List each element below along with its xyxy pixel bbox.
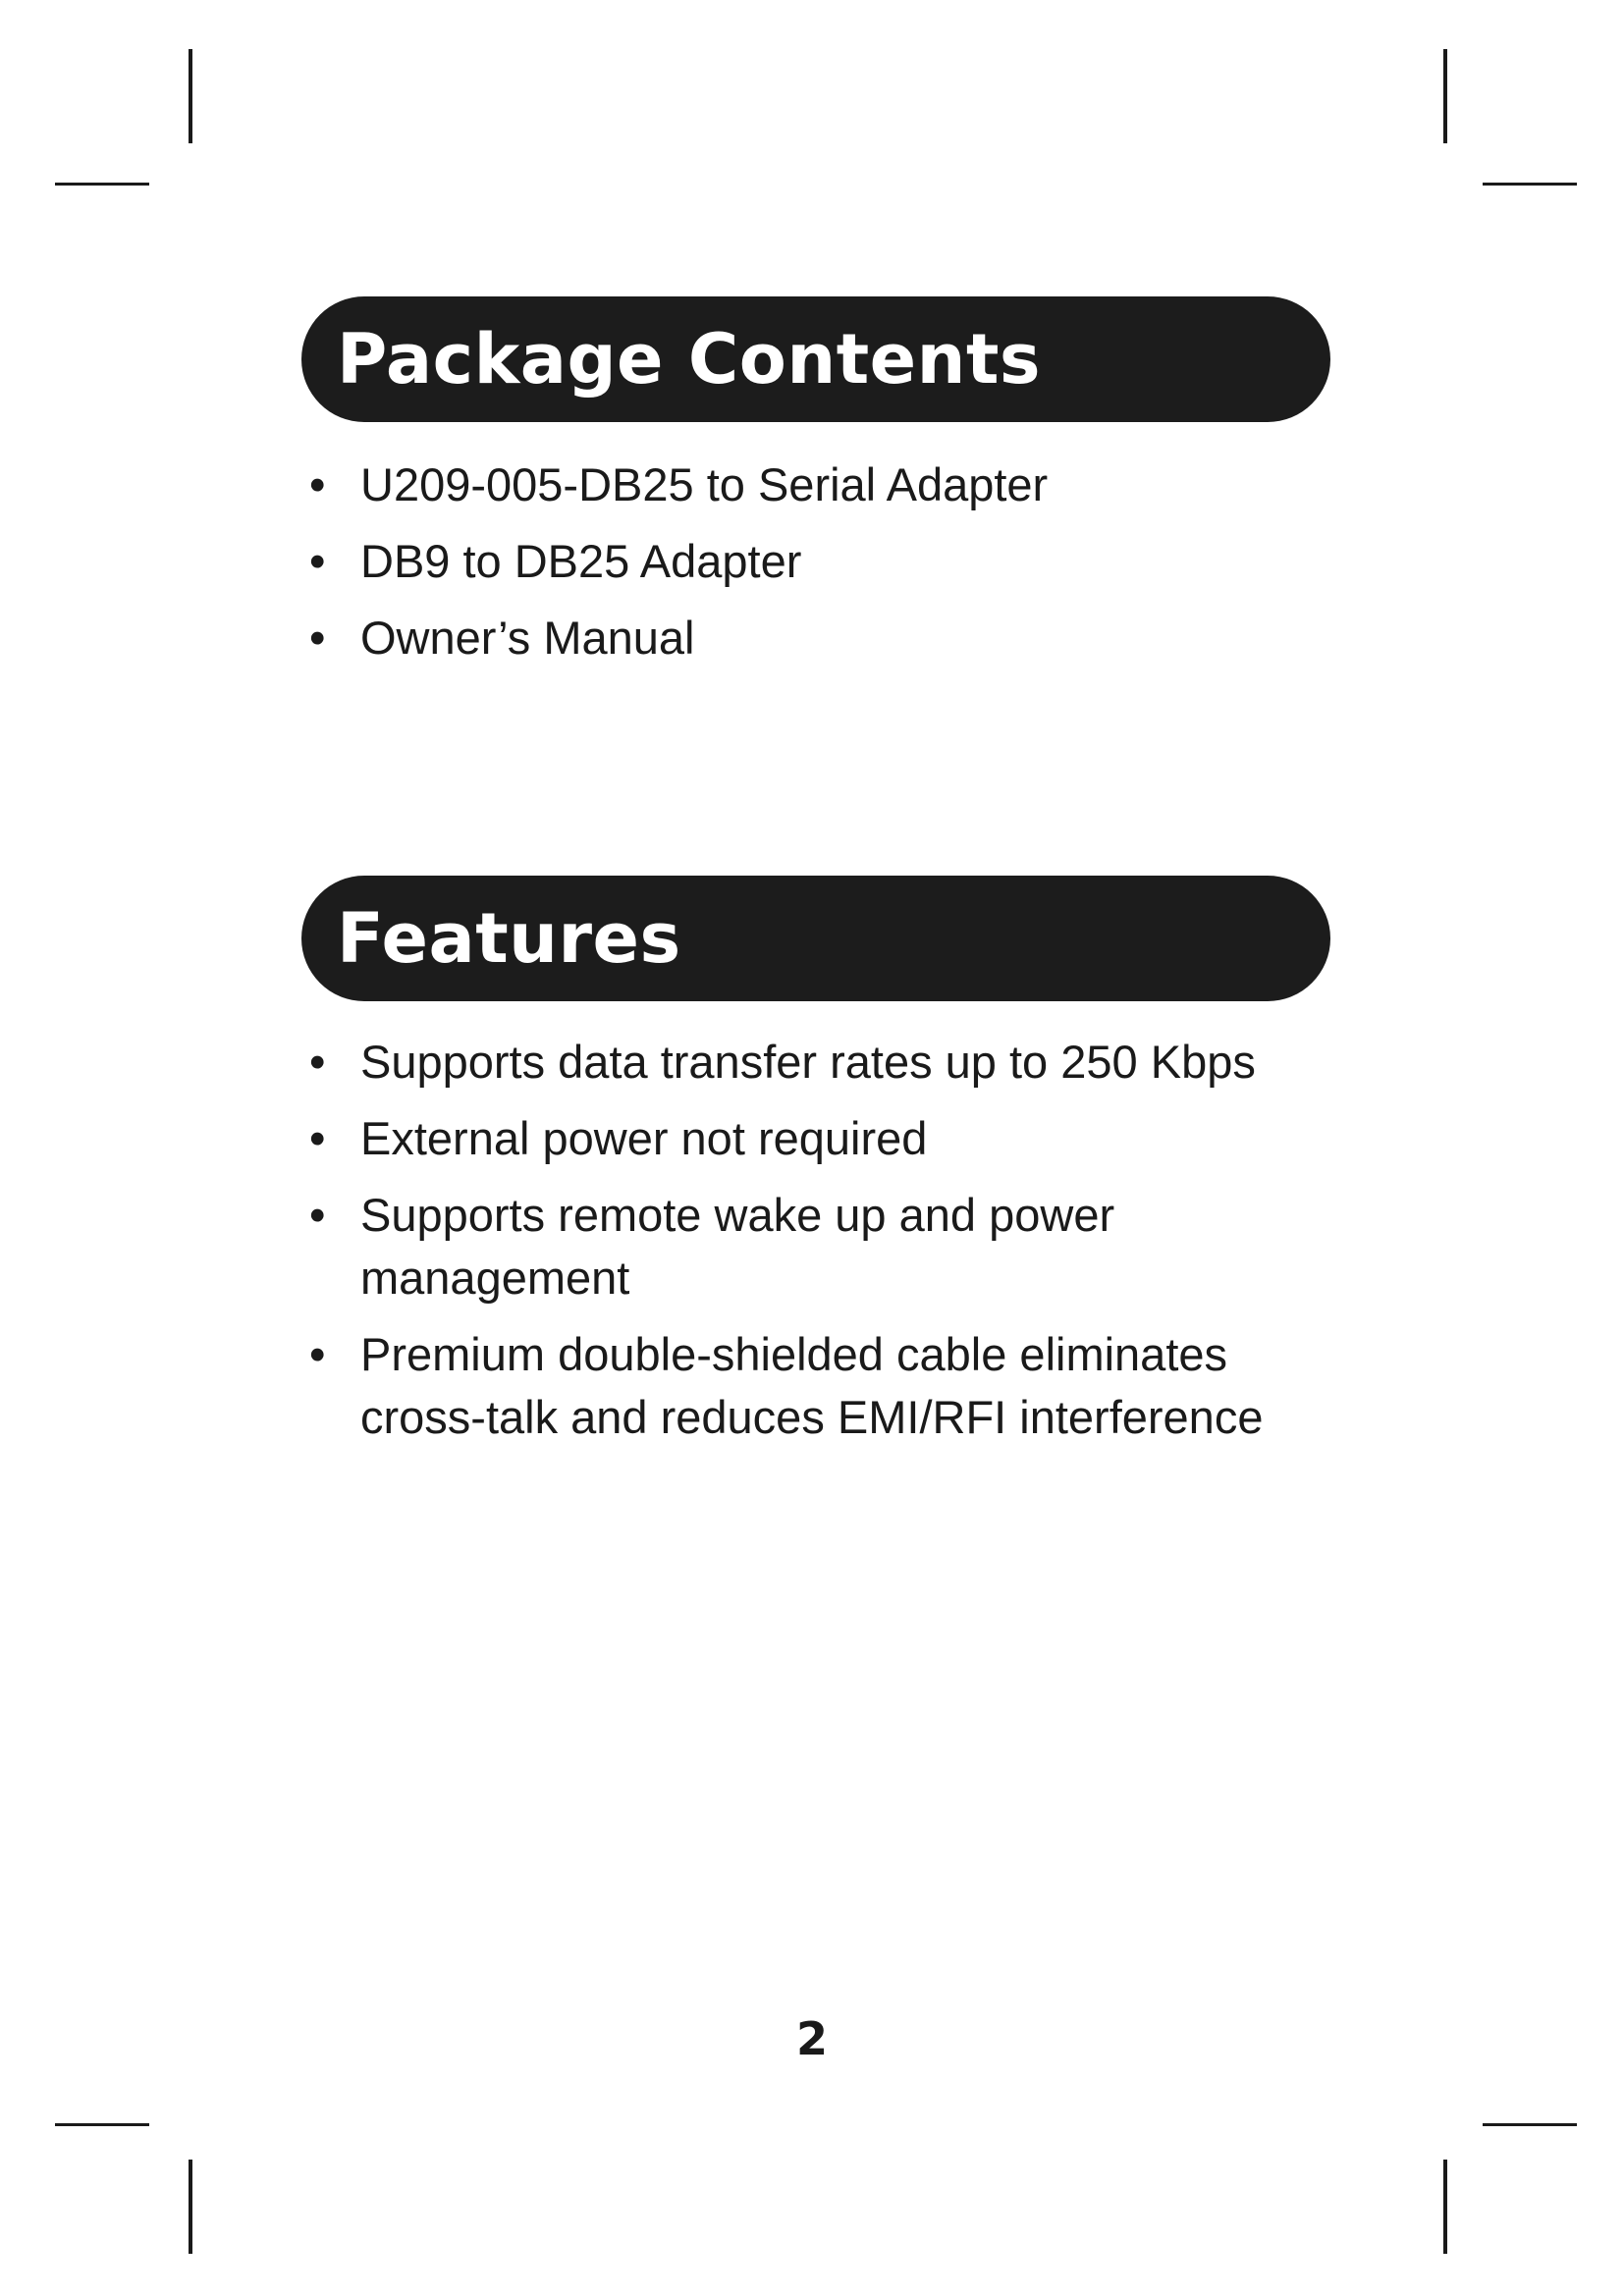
- list-item-text: U209-005-DB25 to Serial Adapter: [360, 458, 1049, 510]
- features-title: Features: [337, 898, 681, 979]
- list-item-text: Premium double-shielded cable eliminates cross-talk and reduces EMI/RFI interference: [360, 1328, 1264, 1443]
- list-item: [301, 530, 1362, 593]
- list-item-text: Supports data transfer rates up to 250 Kbps: [360, 1036, 1256, 1088]
- bullet-icon: •: [309, 1036, 326, 1088]
- crop-mark-bottom-left-horizontal: [55, 2123, 149, 2126]
- package-contents-list: [301, 454, 1362, 683]
- package-contents-title: Package Contents: [337, 319, 1042, 400]
- crop-mark-top-right-vertical: [1443, 49, 1447, 143]
- list-item-text: Supports remote wake up and power management: [360, 1189, 1115, 1304]
- list-item: [301, 454, 1362, 516]
- list-item: [301, 1184, 1244, 1309]
- bullet-icon: •: [309, 458, 326, 510]
- bullet-icon: •: [309, 1328, 326, 1380]
- crop-mark-bottom-right-vertical: [1443, 2160, 1447, 2254]
- bullet-icon: •: [309, 1112, 326, 1164]
- list-item: [301, 1031, 1362, 1094]
- list-item: [301, 1107, 1362, 1170]
- list-item-text: Owner’s Manual: [360, 612, 695, 664]
- crop-mark-bottom-right-horizontal: [1483, 2123, 1577, 2126]
- page-number: 2: [795, 2012, 828, 2065]
- crop-mark-bottom-left-vertical: [189, 2160, 192, 2254]
- list-item: [301, 607, 1362, 669]
- list-item-text: DB9 to DB25 Adapter: [360, 535, 802, 587]
- list-item-text: External power not required: [360, 1112, 928, 1164]
- crop-mark-top-left-horizontal: [55, 183, 149, 186]
- crop-mark-top-left-vertical: [189, 49, 192, 143]
- features-list: [301, 1031, 1362, 1463]
- list-item: [301, 1323, 1362, 1449]
- crop-mark-top-right-horizontal: [1483, 183, 1577, 186]
- bullet-icon: •: [309, 1189, 326, 1241]
- bullet-icon: •: [309, 612, 326, 664]
- features-header: [301, 876, 1330, 1001]
- package-contents-header: [301, 296, 1330, 422]
- bullet-icon: •: [309, 535, 326, 587]
